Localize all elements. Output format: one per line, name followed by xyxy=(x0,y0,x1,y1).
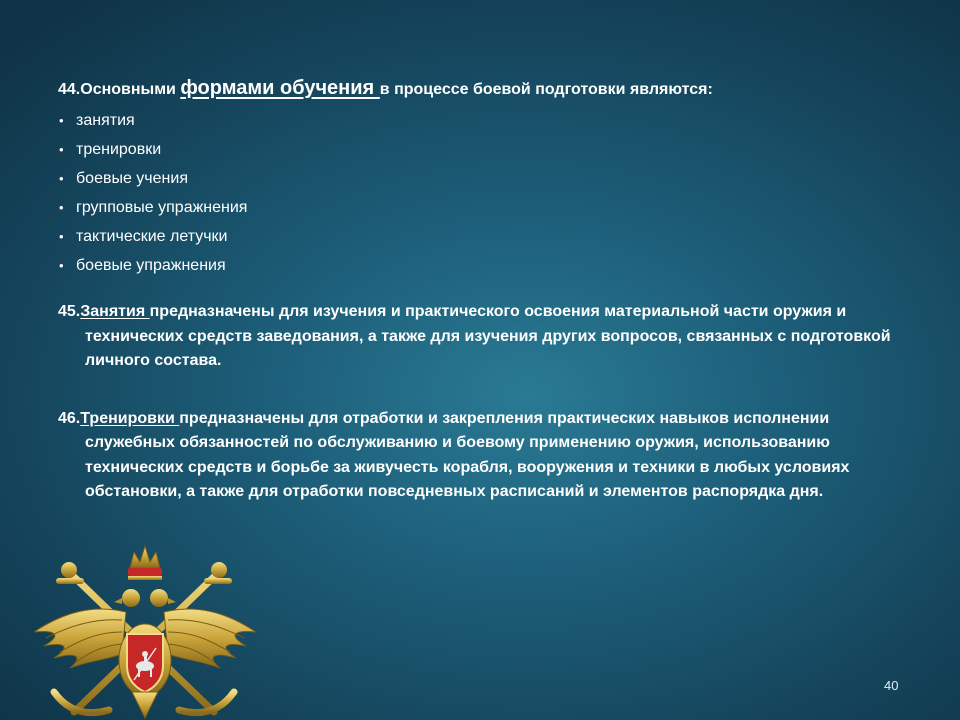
bullet-icon: • xyxy=(59,258,64,273)
list-item xyxy=(58,222,918,251)
bullet-icon: • xyxy=(59,113,64,128)
list-item-text: занятия xyxy=(76,112,135,129)
list-item xyxy=(58,193,918,222)
list-item-text: боевые упражнения xyxy=(76,257,226,274)
forms-list xyxy=(58,106,918,280)
heading-emphasis: формами обучения xyxy=(180,77,380,99)
naval-emblem-icon xyxy=(14,542,276,720)
list-item xyxy=(58,106,918,135)
paragraph-text: предназначены для изучения и практического освоения материальной части оружия и технических средств заведования, а также для изучения других вопросов, связанных с подготовкой личного состава. xyxy=(85,303,891,369)
page-number: 40 xyxy=(884,678,899,693)
paragraph-46 xyxy=(58,407,918,505)
paragraph-number: 45. xyxy=(58,303,81,320)
list-item xyxy=(58,164,918,193)
paragraph-45 xyxy=(58,300,918,374)
bullet-icon: • xyxy=(59,229,64,244)
paragraph-text: предназначены для отработки и закрепления практических навыков исполнении служебных обязанностей по обслуживанию и боевому применению оружия, использованию технических средств и борьбе за живучесть корабля, вооружения и техники в любых условиях обстановки, а также для отработки повседневных расписаний и элементов распорядка дня. xyxy=(85,409,850,500)
paragraph-term: Тренировки xyxy=(80,409,180,427)
heading-suffix: в процессе боевой подготовки являются: xyxy=(379,81,713,98)
bullet-icon: • xyxy=(59,171,64,186)
paragraph-term: Занятия xyxy=(80,303,150,320)
bullet-icon: • xyxy=(59,142,64,157)
paragraph-number: 46. xyxy=(58,409,81,427)
section-heading xyxy=(58,76,918,102)
list-item xyxy=(58,251,918,280)
list-item xyxy=(58,135,918,164)
list-item-text: боевые учения xyxy=(76,170,188,187)
heading-prefix: 44.Основными xyxy=(58,81,181,98)
slide-content xyxy=(58,76,918,505)
list-item-text: тактические летучки xyxy=(76,228,228,245)
list-item-text: групповые упражнения xyxy=(76,199,248,216)
list-item-text: тренировки xyxy=(76,141,162,158)
bullet-icon: • xyxy=(59,200,64,215)
